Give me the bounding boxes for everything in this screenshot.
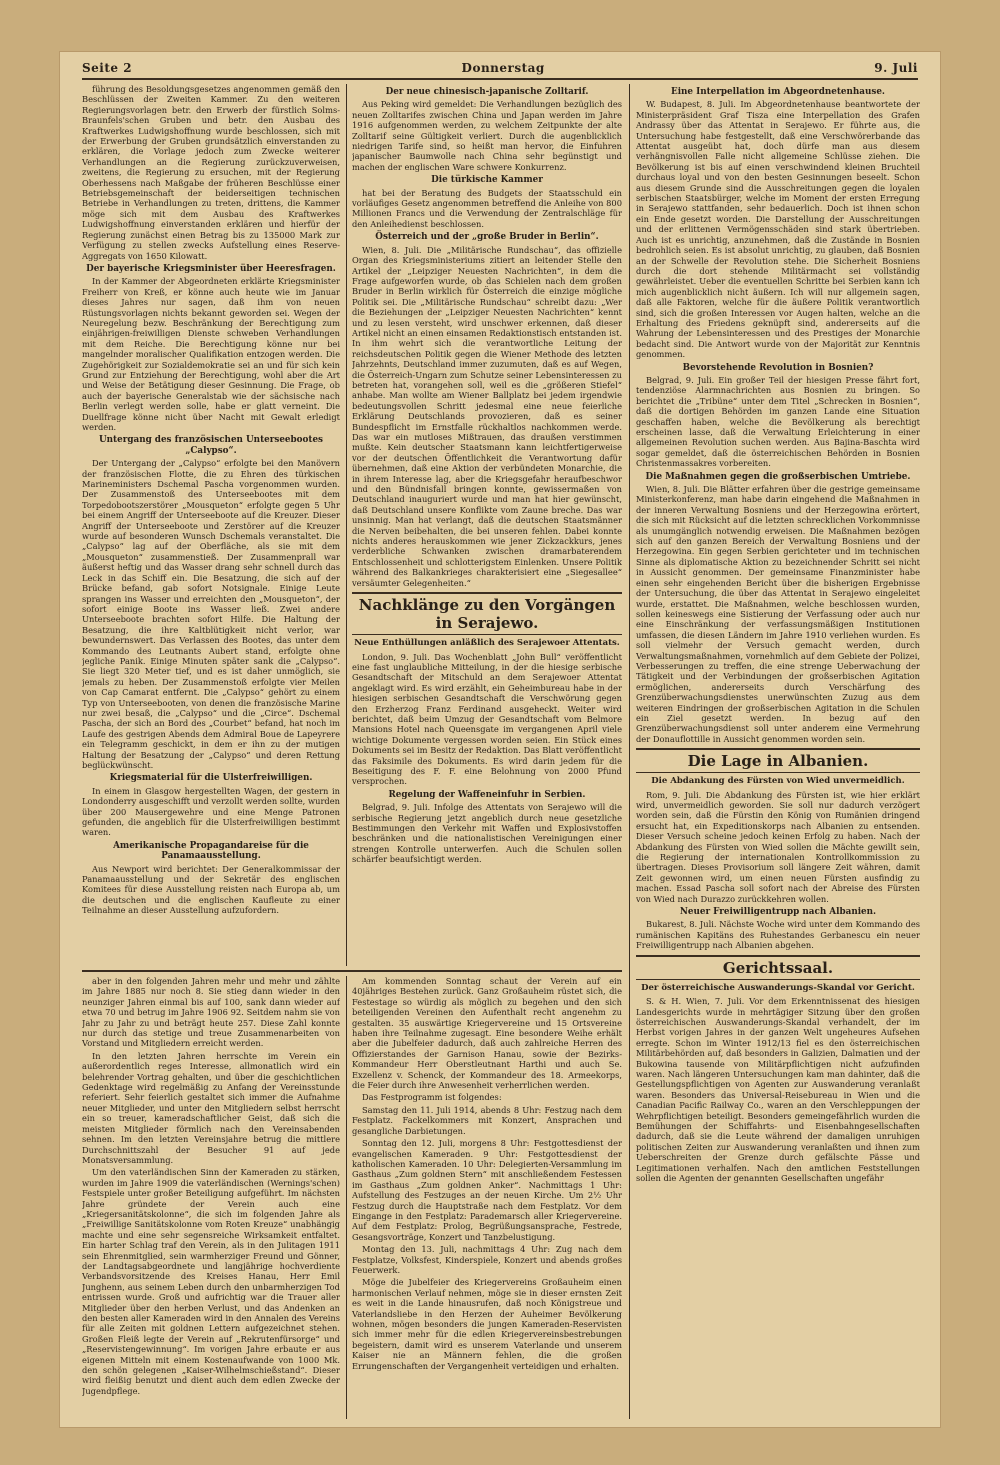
paragraph: Bukarest, 8. Juli. Nächste Woche wird unter dem Kommando des rumänischen Kapitäns des Ruhestandes Gerbanescu ein neuer Freiwilligentrupp nach Albanien abgehen. (636, 919, 920, 951)
paragraph: In den letzten Jahren herrschte im Verein ein außerordentlich reges Interesse, allmonatlich wird ein belehrender Vortrag gehalten, und über die geschichtlichen Gedenktage wird regelmäßig zu Anfang der Vereinsstunde referiert. Sehr feierlich gestaltet sich immer die Aufnahme neuer Mitglieder, und unter den Mitgliedern selbst herrscht ein so treuer, kameradschaftlicher Geist, daß sich die meisten Mitglieder förmlich nach den Vereinsabenden sehnen. Im den letzten Vereinsjahre betrug die mittlere Durchschnittszahl der Besucher 91 auf jede Monatsversammlung. (82, 1050, 340, 1165)
headline: Die Maßnahmen gegen die großserbischen Umtriebe. (645, 471, 911, 482)
column-4 (82, 976, 340, 1419)
section-title: Gerichtssaal. (636, 955, 920, 980)
headline: Untergang des französischen Unterseebootes „Calypso“. (98, 435, 324, 456)
paragraph: W. Budapest, 8. Juli. Im Abgeordnetenhause beantwortete der Ministerpräsident Graf Tisza eine Interpellation des Grafen Andrassy über das Attentat in Serajewo. Er führte aus, die Untersuchung habe festgestellt, daß eine Verschwörerbande das Attentat ausgeübt hat, doch dürfe man aus diesem verhängnisvollen Falle nicht allgemeine Schlüsse ziehen. Die Bevölkerung ist bis auf einen verschwindend kleinen Bruchteil durchaus loyal und von den besten Gesinnungen beseelt. Schon aus diesem Grunde sind die Ausschreitungen gegen die loyalen serbischen Staatsbürger, welche im Moment der ersten Erregung in Serajewo stattfanden, sehr bedauerlich. Doch ist ihnen schon ein Ende gesetzt worden. Die Darstellung der Ausschreitungen und der erlittenen Vermögensschäden sind stark übertrieben. Auch ist es unrichtig, anzunehmen, daß die Zustände in Bosnien bedrohlich seien. Es ist absolut unrichtig, zu glauben, daß Bosnien an der Schwelle der Revolution stehe. Die Sicherheit Bosniens durch die dort stehende Militärmacht sei vollständig gewährleistet. Ueber die eventuellen Schritte bei Serbien kann ich mich augenblicklich nicht äußern. Ich will nur allgemein sagen, daß alle Faktoren, welche für die äußere Politik verantwortlich sind, sich die großen Interessen vor Augen halten, welche an die Erhaltung des Friedens geknüpft sind, andererseits auf die Wahrung der Lebensinteressen und des Prestiges der Monarchie bedacht sind. Die Antwort wurde von der Majorität zur Kenntnis genommen. (636, 99, 920, 360)
column-5 (352, 976, 622, 1419)
paragraph: aber in den folgenden Jahren mehr und mehr und zählte im Jahre 1885 nur noch 8. Sie stieg dann wieder in den neunziger Jahren einmal bis auf 100, sank dann wieder auf etwa 70 und betrug im Jahre 1906 92. Seitdem nahm sie von Jahr zu Jahr zu und beträgt heute 257. Diese Zahl konnte nur durch das stetige und treue Zusammenarbeiten von Vorstand und Mitgliedern erreicht werden. (82, 976, 340, 1049)
paragraph: Rom, 9. Juli. Die Abdankung des Fürsten ist, wie hier erklärt wird, unvermeidlich geworden. Sie soll nur dadurch verzögert worden sein, daß die Fürstin den König von Rumänien dringend ersucht hat, ein Expeditionskorps nach Albanien zu entsenden. Dieser Versuch scheine jedoch keinen Erfolg zu haben. Nach der Abdankung des Fürsten von Wied sollen die Mächte gewillt sein, die Regierung der internationalen Kontrollkommission zu übertragen. Dieses Provisorium soll längere Zeit währen, damit Zeit gewonnen wird, um einen neuen Fürsten ausfindig zu machen. Essad Pascha soll sofort nach der Abreise des Fürsten von Wied nach Durazzo zurückkehren wollen. (636, 789, 920, 904)
paragraph: Das Festprogramm ist folgendes: (362, 1092, 502, 1103)
paragraph: Belgrad, 9. Juli. Infolge des Attentats von Serajewo will die serbische Regierung jetzt angeblich durch neue gesetzliche Bestimmungen den Verkehr mit Waffen und Explosivstoffen beschränken und die nationalistischen Vereinigungen einer strengen Kontrolle unterwerfen. Auch die Schulen sollen schärfer beaufsichtigt werden. (352, 802, 622, 865)
column-divider (346, 84, 347, 966)
paragraph: Aus Newport wird berichtet: Der Generalkommissar der Panamaausstellung und der Sekretär des englischen Komitees für diese Ausstellung reisten nach Europa ab, um die deutschen und die englischen Kaufleute zu einer Teilnahme an dieser Ausstellung aufzufordern. (82, 863, 340, 916)
paragraph: Am kommenden Sonntag schaut der Verein auf ein 40jähriges Bestehen zurück. Ganz Großauheim rüstet sich, die Festestage so würdig als möglich zu begehen und den sich beteiligenden Vereinen den Aufenthalt recht angenehm zu gestalten. 35 auswärtige Kriegervereine und 15 Ortsvereine haben ihre Teilnahme zugesagt. Eine besondere Weihe erhält aber die Jubelfeier dadurch, daß auch zahlreiche Herren des Offizierstandes der Garnison Hanau, sowie der Bezirks-Kommandeur Herr Oberstleutnant Harthi und auch Se. Exzellenz v. Schenck, der Kommandeur des 18. Armeekorps, die Feier durch ihre Anwesenheit verherrlichen werden. (352, 976, 622, 1091)
headline: Kriegsmaterial für die Ulsterfreiwilligen. (109, 773, 313, 784)
section-title: Nachklänge zu den Vorgängen in Serajewo. (352, 592, 622, 635)
section-title: Die Lage in Albanien. (636, 748, 920, 773)
paragraph: führung des Besoldungsgesetzes angenommen gemäß den Beschlüssen der Zweiten Kammer. Zu den weiteren Regierungsvorlagen betr. den Erwerb der fürstlich Solms-Braunfels'schen Gruben und betr. den Ausbau des Kraftwerkes Ludwigshoffnung wurde beschlossen, sich mit der Erwerbung der Gruben grundsätzlich einverstanden zu erklären, die Vorlage jedoch zum Zwecke weiterer Verhandlungen an die Regierung zurückzuverweisen, zweitens, die Regierung zu ersuchen, mit der Regierung Oberhessens nach Maßgabe der früheren Beschlüsse einer Betriebsgemeinschaft der beiderseitigen technischen Betriebe in Verhandlungen zu treten, drittens, die Kammer möge sich mit dem Ausbau des Kraftwerkes Ludwigshoffnung einverstanden erklären und hierfür der Regierung zunächst einen Betrag bis zu 135000 Mark zur Verfügung zu stellen zwecks Aufstellung eines Reserve-Aggregats von 1650 Kilowatt. (82, 84, 340, 261)
subheadline: Neue Enthüllungen anläßlich des Serajewoer Attentats. (354, 638, 620, 649)
headline: Amerikanische Propagandareise für die Panamaausstellung. (113, 840, 309, 862)
section-divider (82, 970, 622, 972)
newspaper-page (60, 52, 940, 1427)
paragraph: Sonntag den 12. Juli, morgens 8 Uhr: Festgottesdienst der evangelischen Kameraden. 9 Uhr: Festgottesdienst der katholischen Kameraden. 10 Uhr: Delegierten-Versammlung im Gasthaus „Zum goldnen Stern“ mit anschließendem Festessen im Gasthaus „Zum goldnen Anker“. Nachmittags 1 Uhr: Aufstellung des Festzuges an der neuen Kirche. Um 2½ Uhr Festzug durch die Hauptstraße nach dem Festplatz. Vor dem Eingange in den Festplatz: Parademarsch aller Kriegervereine. Auf dem Festplatz: Prolog, Begrüßungsansprache, Festrede, Gesangsvorträge, Konzert und Tanzbelustigung. (352, 1138, 622, 1242)
paragraph: Wien, 8. Juli. Die Blätter erfahren über die gestrige gemeinsame Ministerkonferenz, man habe darin eingehend die Maßnahmen in der inneren Verwaltung Bosniens und der Herzegowina erörtert, die sich mit Rücksicht auf die letzten schrecklichen Vorkommnisse als unumgänglich notwendig erweisen. Die Maßnahmen bezögen sich auf den ganzen Bereich der Verwaltung Bosniens und der Herzegowina. Ein gegen Serbien gerichteter und im technischen Sinne als diplomatische Aktion zu bezeichnender Schritt sei nicht in Aussicht genommen. Der gemeinsame Finanzminister habe einen sehr eingehenden Bericht über die bisherigen Ergebnisse der Untersuchung, die über das Attentat in Serajewo eingeleitet wurde, erstattet. Die Maßnahmen, welche beschlossen wurden, sollen keineswegs eine Sistierung der Verfassung oder auch nur eine Einschränkung der verfassungsmäßigen Institutionen umfassen, die diesen Ländern im Jahre 1910 verliehen wurden. Es soll vielmehr der Versuch gemacht werden, durch Verwaltungsmaßnahmen, vornehmlich auf dem Gebiete der Polizei, Verbesserungen zu treffen, die eine strenge Ueberwachung der Tätigkeit und der Verbindungen der großserbischen Agitation ermöglichen, andererseits durch Verschärfung des Grenzüberwachungsdienstes unerwünschten Zuzug aus dem weiteren Eindringen der großserbischen Agitation in die Schulen ein Ziel gesetzt werden. In bezug auf den Grenzüberwachungsdienst soll unter anderem eine Vermehrung der Donauflottille in Aussicht genommen worden sein. (636, 484, 920, 744)
headline: Der bayerische Kriegsminister über Heeresfragen. (86, 263, 336, 274)
headline: Der neue chinesisch-japanische Zolltarif. (385, 87, 589, 97)
paragraph: In der Kammer der Abgeordneten erklärte Kriegsminister Freiherr von Kreß, er könne auch heute wie im Januar dieses Jahres nur sagen, daß ihm von neuen Rüstungsvorlagen nichts bekannt geworden sei. Wegen der Neuregelung bezw. Beschränkung der Berechtigung zum einjährigen-freiwilligen Dienste schweben Verhandlungen mit dem Reiche. Die Berechtigung könne nur bei mangelnder moralischer Qualifikation entzogen werden. Die Zugehörigkeit zur Sozialdemokratie sei an und für sich kein Grund zur Entziehung der Berechtigung, wohl aber die Art und Weise der Betätigung dieser Gesinnung. Die Frage, ob auch der bayerische Generalstab wie der sächsische nach Berlin verlegt werden solle, habe er glatt verneint. Die Duellfrage könne nicht über Nacht mit Gewalt erledigt werden. (82, 276, 340, 432)
paragraph: Aus Peking wird gemeldet: Die Verhandlungen bezüglich des neuen Zolltarifes zwischen China und Japan werden im Jahre 1916 aufgenommen werden, zu welchem Zeitpunkte der alte Zolltarif seine Gültigkeit verliert. Durch die augenblicklich niedrigen Tarife sind, so heißt man hervor, die Einfuhren japanischer Baumwolle nach China sehr begünstigt und machen der englischen Ware schwere Konkurrenz. (352, 99, 622, 172)
subheadline: Die Abdankung des Fürsten von Wied unvermeidlich. (651, 776, 905, 787)
headline: Neuer Freiwilligentrupp nach Albanien. (679, 907, 877, 918)
column-2 (352, 84, 622, 966)
paragraph: In einem in Glasgow hergestellten Wagen, der gestern in Londonderry ausgeschifft und verzollt werden sollte, wurden über 200 Mausergewehre und eine Menge Patronen gefunden, die angeblich für die Ulsterfreiwilligen bestimmt waren. (82, 785, 340, 838)
page-number: Seite 2 (82, 61, 133, 75)
paragraph: Belgrad, 9. Juli. Ein großer Teil der hiesigen Presse fährt fort, tendenziöse Alarmnachrichten aus Bosnien zu bringen. So berichtet die „Tribüne“ unter dem Titel „Schrecken in Bosnien“, daß die dortigen Behörden im ganzen Lande eine Situation geschaffen haben, welche die Bevölkerung als berechtigt erscheinen lasse, daß die Verwaltung Erleichterung in einer allgemeinen Revolution suchen werden. Aus Bajina-Baschta wird sogar gemeldet, daß die österreichischen Behörden in Bosnien Christenmassakres vorbereiten. (636, 374, 920, 469)
column-divider (629, 84, 630, 1419)
headline: Regelung der Waffeneinfuhr in Serbien. (388, 789, 586, 800)
paragraph: Samstag den 11. Juli 1914, abends 8 Uhr: Festzug nach dem Festplatz. Fackelkommers mit Konzert, Ansprachen und gesangliche Darbietungen. (352, 1104, 622, 1136)
paragraph: Um den vaterländischen Sinn der Kameraden zu stärken, wurden im Jahre 1909 die vaterländischen (Wernings'schen) Festspiele unter großer Beteiligung aufgeführt. Im nächsten Jahre gründete der Verein auch eine „Kriegersanitätskolonne“, die sich im folgenden Jahre als „Freiwillige Sanitätskolonne vom Roten Kreuze“ unabhängig machte und eine sehr segensreiche Wirksamkeit entfaltet. Ein harter Schlag traf den Verein, als in den Julitagen 1911 sein Ehrenmitglied, sein warmherziger Freund und Gönner, der Landtagsabgeordnete und langjährige hochverdiente Verbandsvorsitzende des Kreises Hanau, Herr Emil Junghenn, aus seinem Leben durch den unbarmherzigen Tod entrissen wurde. Groß und aufrichtig war die Trauer aller Mitglieder über den herben Verlust, und das Andenken an den besten aller Kameraden wird in den Annalen des Vereins für alle Zeiten mit goldnen Lettern aufgezeichnet stehen. Großen Fleiß legte der Verein auf „Rekrutenfürsorge“ und „Reservistengewinnung“. Im vorigen Jahre erbaute er aus eigenen Mitteln mit einem Kostenaufwande von 1000 Mk. den schön gelegenen „Kaiser-Wilhelmschießstand“. Dieser wird fleißig benutzt und dient auch dem edlen Zwecke der Jugendpflege. (82, 1167, 340, 1396)
paragraph: London, 9. Juli. Das Wochenblatt „John Bull“ veröffentlicht eine fast unglaubliche Mitteilung, in der die hiesige serbische Gesandtschaft der Mitschuld an dem Serajewoer Attentat angeklagt wird. Es wird erzählt, ein Geheimbureau habe in der hiesigen serbischen Gesandtschaft die Verschwörung gegen den Erzherzog Franz Ferdinand ausgeheckt. Weiter wird berichtet, daß beim Umzug der Gesandtschaft vom Belmore Mansions Hotel nach Queensgate im vergangenen April viele wichtige Dokumente vergessen worden seien. Ein Stück eines Dokuments sei im Besitz der Redaktion. Das Blatt veröffentlicht das Faksimile des Dokuments. Es wird darin jedem für die Beseitigung des F. F. eine Belohnung von 2000 Pfund versprochen. (352, 651, 622, 787)
paragraph: Montag den 13. Juli, nachmittags 4 Uhr: Zug nach dem Festplatze, Volksfest, Kinderspiele, Konzert und abends großes Feuerwerk. (352, 1244, 622, 1275)
paragraph: Der Untergang der „Calypso“ erfolgte bei den Manövern der französischen Flotte, die zu Ehren des türkischen Marineministers Dschemal Pascha vorgenommen wurden. Der Zusammenstoß des Unterseebootes mit dem Torpedobootszerstörer „Mousqueton“ erfolgte gegen 5 Uhr bei einem Angriff der Unterseeboote auf die Kreuzer. Dieser Angriff der Unterseeboote und Zerstörer auf die Kreuzer wurde auf besonderen Wunsch Dschemals veranstaltet. Die „Calypso“ lag auf der Oberfläche, als sie mit dem „Mousqueton“ zusammenstieß. Der Zusammenprall war äußerst heftig und das Wasser drang sehr schnell durch das Leck in das Schiff ein. Die Besatzung, die sich auf der Brücke befand, gab sofort Notsignale. Einige Leute sprangen ins Wasser und erreichten den „Mousqueton“, der sofort einige Boote ins Wasser ließ. Zwei andere Unterseeboote brachten sofort Hilfe. Die Haltung der Besatzung, die ihre Kaltblütigkeit nicht verlor, war bewundernswert. Das Verlassen des Bootes, das unter dem Kommando des Leutnants Aubert stand, erfolgte ohne jegliche Panik. Einige Minuten später sank die „Calypso“. Sie liegt 320 Meter tief, und es ist daher unmöglich, sie jemals zu heben. Der Zusammenstoß erfolgte vier Meilen von Cap Camarat entfernt. Die „Calypso“ gehört zu einem Typ von Unterseebooten, von denen die französische Marine nur zwei besaß, die „Calypso“ und die „Circe“. Dschemal Pascha, der sich an Bord des „Courbet“ befand, hat noch im Laufe des gestrigen Abends dem Admiral Boue de Lapeyrere ein Telegramm geschickt, in dem er ihn zu der mutigen Haltung der Besatzung der „Calypso“ und deren Rettung beglückwünscht. (82, 458, 340, 770)
weekday: Donnerstag (461, 61, 545, 75)
headline: Bevorstehende Revolution in Bosnien? (682, 362, 874, 373)
headline: Eine Interpellation im Abgeordnetenhause. (670, 87, 885, 97)
page-header (82, 58, 918, 80)
subheadline: Der österreichische Auswanderungs-Skandal vor Gericht. (641, 982, 915, 993)
paragraph: Möge die Jubelfeier des Kriegervereins Großauheim einen harmonischen Verlauf nehmen, möge sie in dieser ernsten Zeit es weit in die Lande hinausrufen, daß noch Königstreue und Vaterlandsliebe in den Herzen der Auheimer Bevölkerung wohnen, mögen besonders die jungen Kameraden-Reservisten sich immer mehr für die edlen Kriegervereinsbestrebungen begeistern, damit wird es unserem Vaterlande und unserem Kaiser nie an Männern fehlen, die die großen Errungenschaften der Vergangenheit verteidigen und erhalten. (352, 1277, 622, 1371)
column-3 (636, 84, 920, 1419)
column-divider (346, 976, 347, 1419)
paragraph: Wien, 8. Juli. Die „Militärische Rundschau“, das offizielle Organ des Kriegsministeriums zitiert an leitender Stelle den Artikel der „Leipziger Neuesten Nachrichten“, in dem die Frage aufgeworfen wurde, ob das Schielen nach dem großen Bruder in Berlin wirklich für Österreich die einzige mögliche Politik sei. Die „Militärische Rundschau“ schreibt dazu: „Wer die Beziehungen der „Leipziger Neuesten Nachrichten“ kennt und zu lesen versteht, wird unschwer erkennen, daß dieser Artikel nicht an einen einsamen Redaktionstisch entstanden ist. In ihm wehrt sich die verantwortliche Leitung der reichsdeutschen Politik gegen die Wiener Methode des letzten Jahrzehnts, Deutschland immer zuzumuten, daß es auf Wegen, die Österreich-Ungarn zum Schutze seiner Lebensinteressen zu betreten hat, vorangehen soll, weil es die „größeren Stiefel“ anhabe. Man wollte am Wiener Ballplatz bei jedem irgendwie bedeutungsvollen Schritt jedesmal eine neue feierliche Erklärung Deutschlands provozieren, daß es seiner Bundespflicht im Ernstfalle rückhaltlos nachkommen werde. Das war ein mutloses Mißtrauen, das draußen verstimmen mußte. Kein deutscher Staatsmann kann leichtfertigerweise vor der deutschen Öffentlichkeit die Verantwortung dafür übernehmen, daß eine Aktion der verbündeten Monarchie, die in ihrem Interesse lag, aber die Kriegsgefahr heraufbeschwor und den Bündnisfall bringen konnte, gewissermaßen von Deutschland inauguriert wurde und man hat hier gewünscht, daß Deutschland unsere Konflikte vom Zaune breche. Das war unsinnig. Man hat verlangt, daß die deutschen Staatsmänner die Nerven beibehalten, die bei unseren fehlen. Dabei konnte nichts anderes herauskommen wie jener Zickzackkurs, jenes verderbliche Schwanken zwischen dramarbaterendem Entschlossenheit und schlotterigstem Einlenken. Unsere Politik während des Balkankrieges charakterisiert eine „Siegesallee“ versäumter Gelegenheiten.“ (352, 244, 622, 588)
paragraph: S. & H. Wien, 7. Juli. Vor dem Erkenntnissenat des hiesigen Landesgerichts wurde in mehrtägiger Sitzung über den großen österreichischen Auswanderungs-Skandal verhandelt, der im Herbst vorigen Jahres in der ganzen Welt ungeheures Aufsehen erregte. Schon im Winter 1912/13 fiel es den österreichischen Militärbehörden auf, daß besonders in Galizien, Dalmatien und der Bukowina tausende von Militärpflichtigen nicht aufzufinden waren. Nach längeren Untersuchungen kam man dahinter, daß die Gestellungspflichtigen von Agenten zur Auswanderung veranlaßt waren. Besonders das Universal-Reisebureau in Wien und die Canadian Pacific Railway Co., waren an den Verschleppungen der Wehrpflichtigen beteiligt. Besonders gemeingefährlich wurden die Bemühungen der Schiffahrts- und Eisenbahngesellschaften dadurch, daß sie die Leute während der damaligen unruhigen politischen Zeiten zur Auswanderung veranlaßten und ihnen zum Ueberschreiten der Grenze durch gefälschte Pässe und Legitimationen verhalfen. Nach den amtlichen Feststellungen sollen die Agenten der genannten Gesellschaften ungefähr (636, 996, 920, 1183)
headline: Die türkische Kammer (431, 175, 543, 186)
headline: Österreich und der „große Bruder in Berlin“. (375, 232, 599, 243)
column-1 (82, 84, 340, 966)
issue-date: 9. Juli (874, 61, 918, 75)
paragraph: hat bei der Beratung des Budgets der Staatsschuld ein vorläufiges Gesetz angenommen betreffend die Anleihe von 800 Millionen Francs und die Verwendung der Zentralschläge für den Anleihedienst beschlossen. (352, 187, 622, 229)
